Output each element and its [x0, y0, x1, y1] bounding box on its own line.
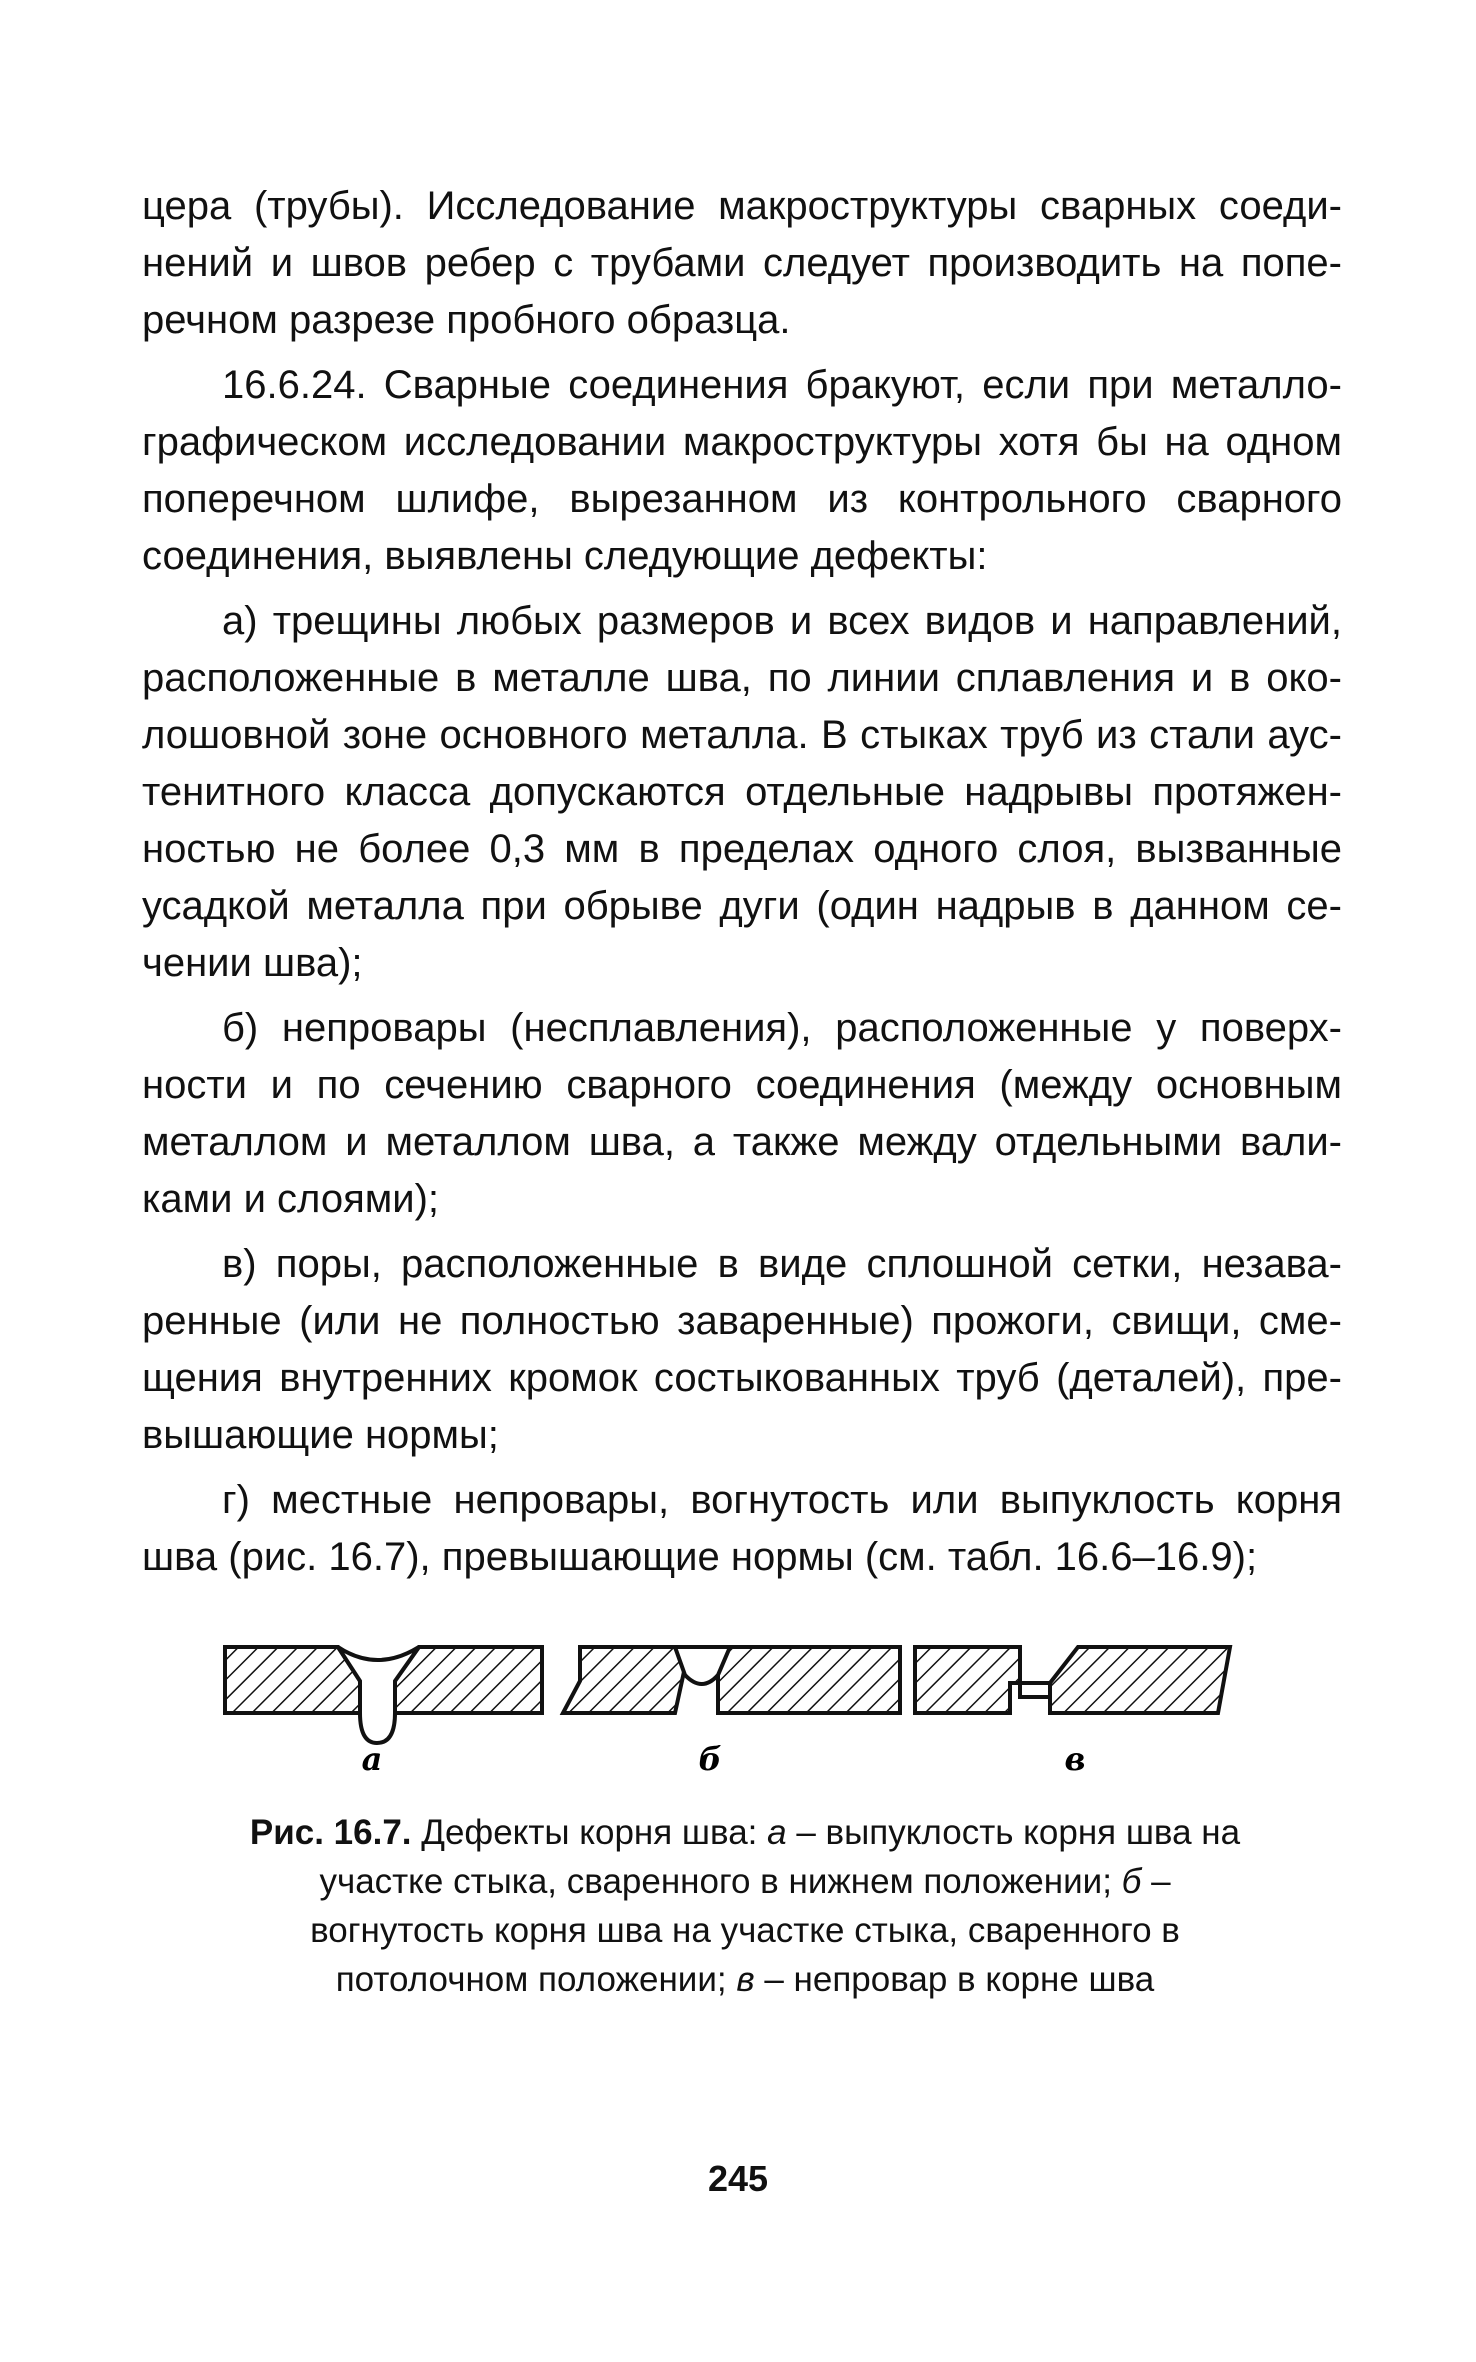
defect-item-b: б) непровары (несплавления), расположенные у поверхности и по сечению сварного соединения (между основным металлом и металлом шва, а также между отдельными валиками и слоями); [142, 1006, 1342, 1221]
caption-letter-a: а [767, 1813, 787, 1852]
figure-caption [230, 1808, 1260, 2004]
fig-letter-b: б [698, 1740, 722, 1775]
defect-item-a: а) трещины любых размеров и всех видов и направлений, расположенные в металле шва, по линии сплавления и в околошовной зоне основного металла. В стыках труб из стали аустенитного класса допускаются отдельные надрывы протяженностью не более 0,3 мм в пределах одного слоя, вызванные усадкой металла при обрыве дуги (один надрыв в данном сечении шва); [142, 599, 1342, 985]
caption-text-3: – вогнутость корня шва на участке стыка, сваренного в потолочном положении; [310, 1862, 1180, 1999]
joint-b-drawing [563, 1647, 900, 1713]
body-text [142, 178, 1342, 1594]
figure-weld-root-defects [220, 1625, 1270, 1775]
defect-item-g: г) местные непровары, вогнутость или выпуклость корня шва (рис. 16.7), превышающие нормы (см. табл. 16.6–16.9); [142, 1478, 1342, 1579]
fig-letter-a: а [361, 1740, 383, 1775]
defect-item-v: в) поры, расположенные в виде сплошной сетки, незаваренные (или не полностью заваренные) прожоги, свищи, смещения внутренних кромок состыкованных труб (деталей), превышающие нормы; [142, 1242, 1342, 1457]
caption-letter-b: б [1121, 1862, 1142, 1901]
fig-letter-v: в [1064, 1740, 1086, 1775]
caption-letter-v: в [736, 1960, 755, 1999]
page-number: 245 [707, 2158, 769, 2199]
caption-text-4: – непровар в корне шва [754, 1960, 1155, 1999]
joint-a-drawing [225, 1647, 542, 1743]
joint-v-drawing [915, 1647, 1230, 1713]
caption-text-2: – выпуклость корня шва на участке стыка, сваренного в нижнем положении; [319, 1813, 1241, 1901]
caption-label: Рис. 16.7. [249, 1813, 412, 1852]
paragraph-continuation: цера (трубы). Исследование макроструктуры сварных соединений и швов ребер с трубами следует производить на поперечном разрезе пробного образца. [142, 184, 1342, 342]
paragraph-16-6-24: 16.6.24. Сварные соединения бракуют, если при металлографическом исследовании макроструктуры хотя бы на одном поперечном шлифе, вырезанном из контрольного сварного соединения, выявлены следующие дефекты: [142, 363, 1342, 578]
caption-text-1: Дефекты корня шва: [411, 1813, 768, 1852]
